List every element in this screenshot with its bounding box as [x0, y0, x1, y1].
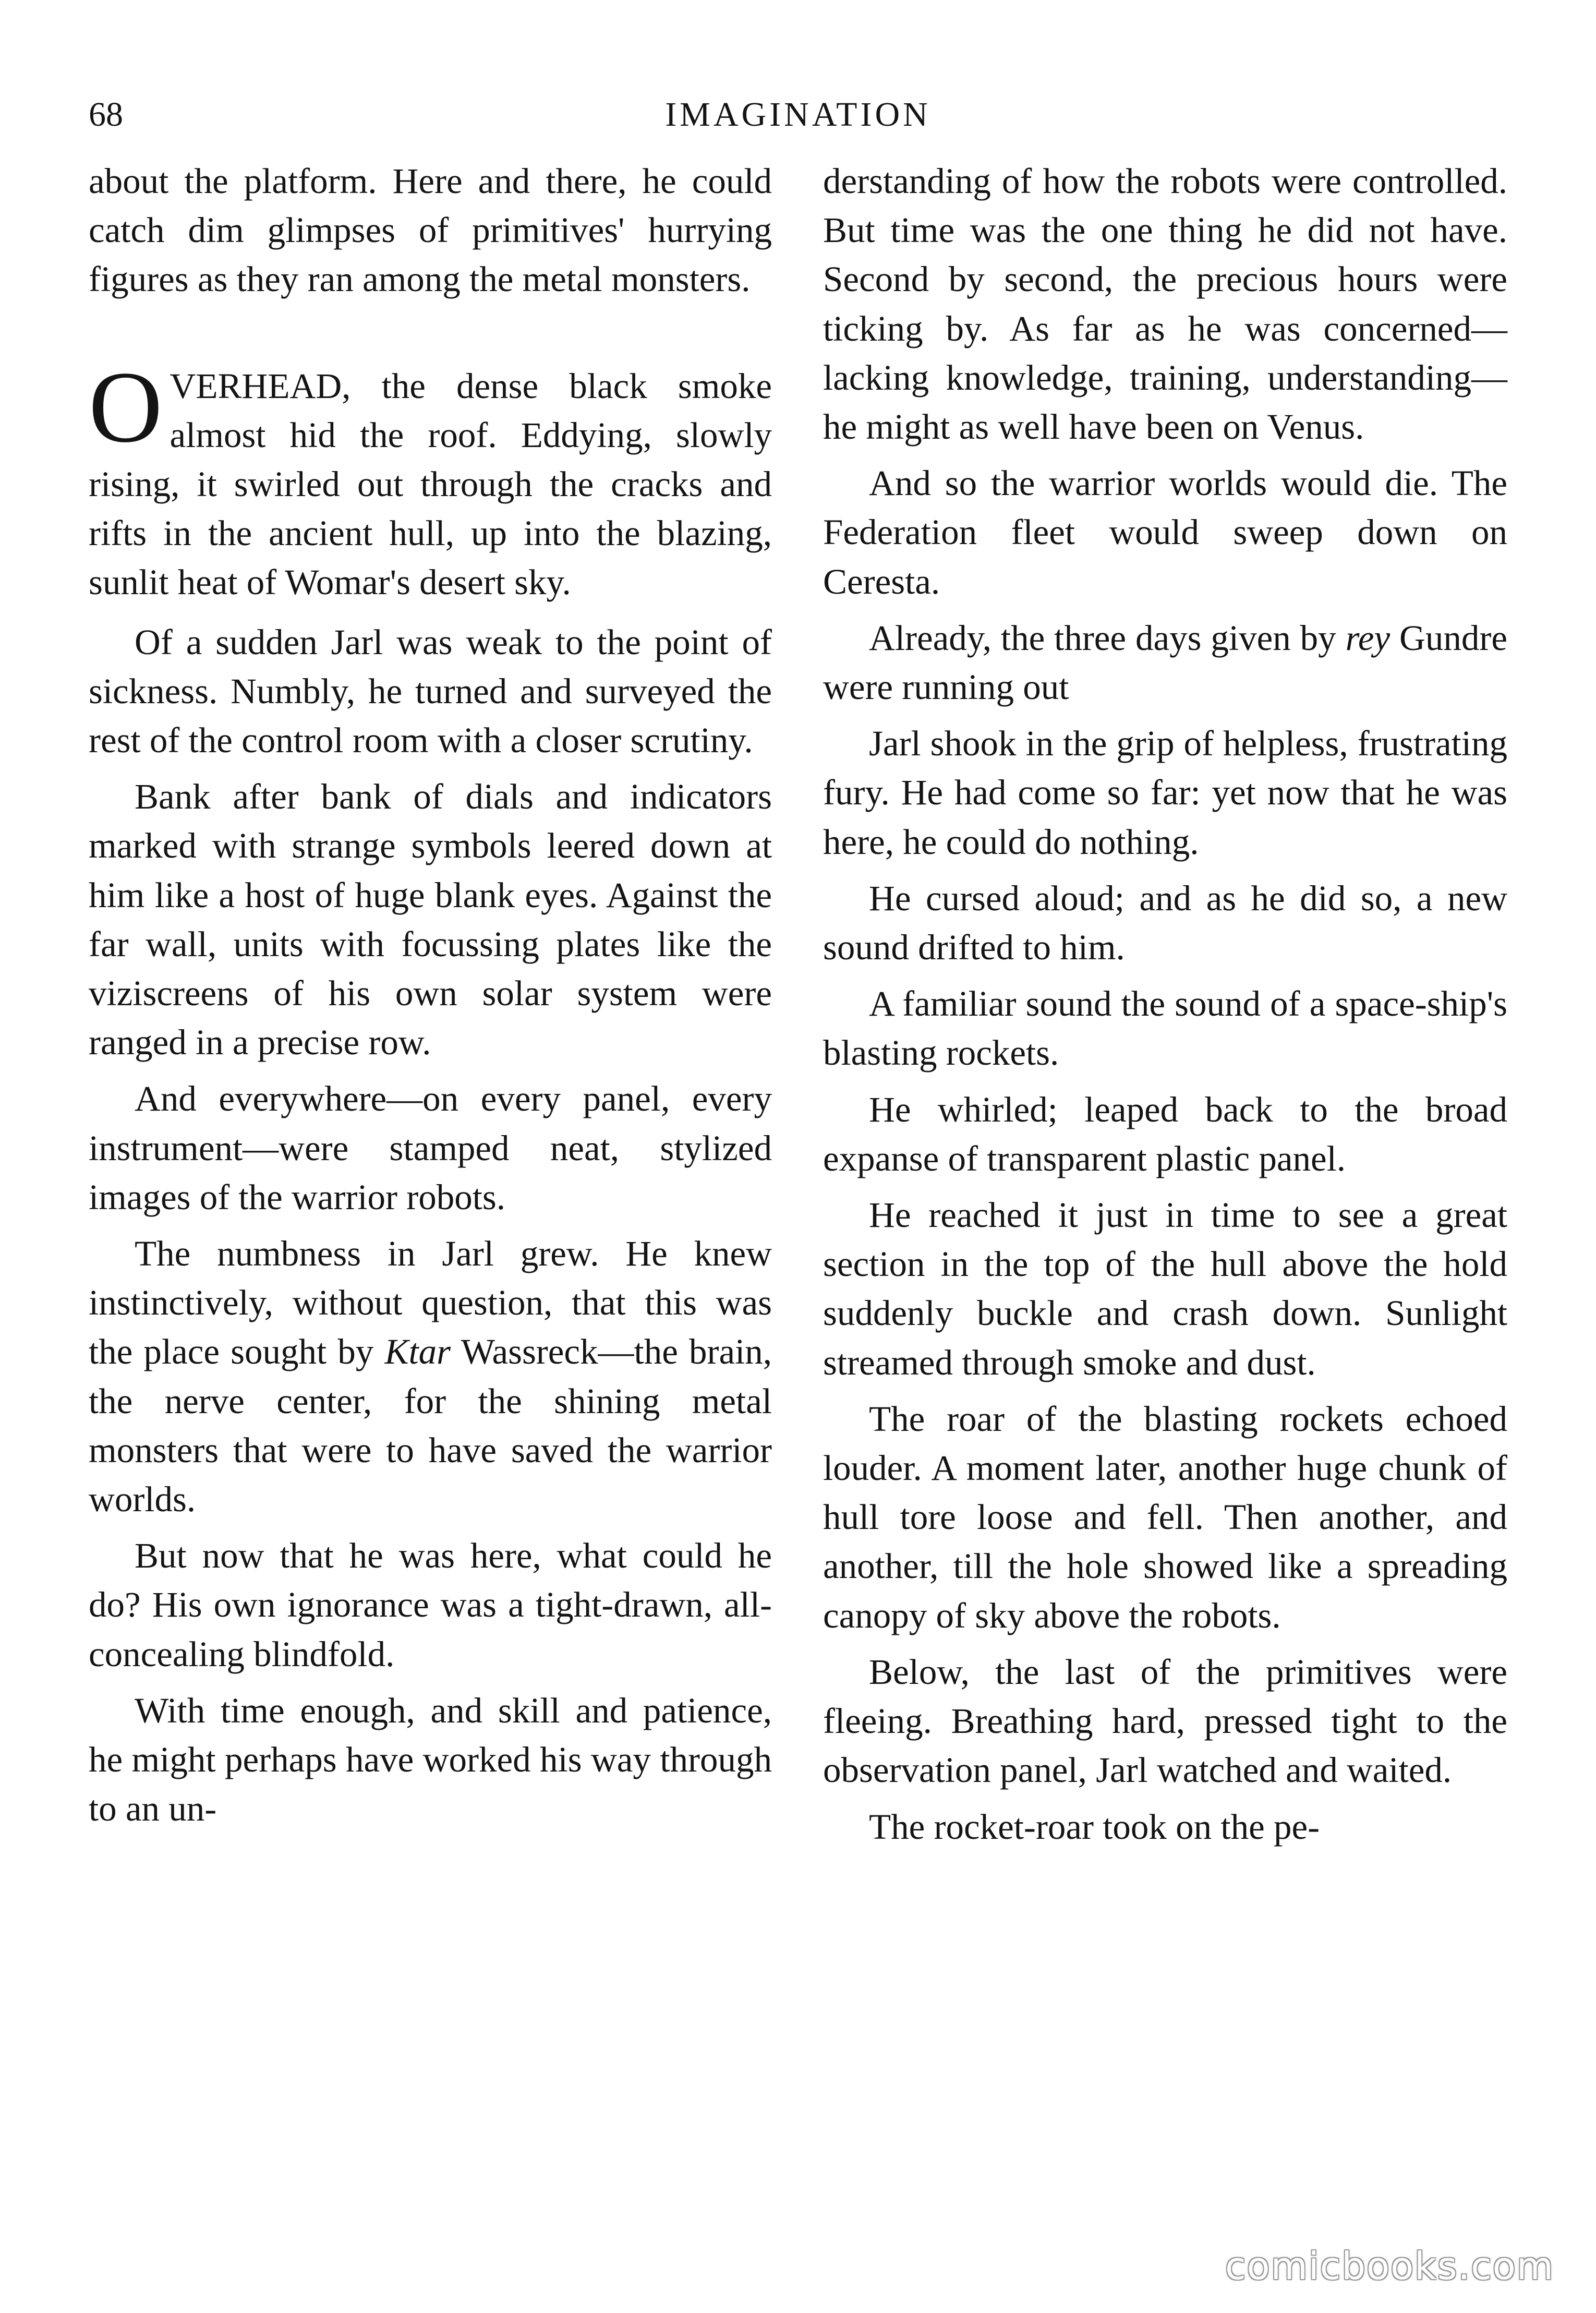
paragraph: Of a sudden Jarl was weak to the point of sickness. Numbly, he turned and surveyed the rest of the control room with a closer scrutiny.: [89, 622, 772, 761]
paragraph: Below, the last of the primitives were fleeing. Breathing hard, pressed tight to the observation panel, Jarl watched and waited.: [823, 1652, 1507, 1790]
paragraph: He reached it just in time to see a great section in the top of the hull above the hold suddenly buckle and crash down. Sunlight streamed through smoke and dust.: [823, 1195, 1507, 1382]
paragraph-text: Already, the three days given by: [869, 618, 1346, 658]
paragraph: And everywhere—on every panel, every instrument—were stamped neat, stylized images of the warrior robots.: [89, 1079, 772, 1217]
paragraph: [89, 1229, 772, 1524]
paragraph: derstanding of how the robots were controlled. But time was the one thing he did not have. Second by second, the precious hours were ticking by. As far as he was concerned—lacking knowledge, training, understanding—he might as well have been on Venus.: [823, 161, 1507, 447]
paragraph: The roar of the blasting rockets echoed louder. A moment later, another huge chunk of hull tore loose and fell. Then another, and another, till the hole showed like a spreading canopy of sky above the robots.: [823, 1399, 1507, 1635]
paragraph-dropcap: [89, 350, 772, 607]
paragraph: Bank after bank of dials and indicators marked with strange symbols leered down at him like a host of huge blank eyes. Against the far wall, units with focussing plates like the viziscreens of his own solar system were ranged in a precise row.: [89, 777, 772, 1063]
paragraph-text: The numbness in Jarl grew. He knew instinctively, without question, that this was the place sought by: [89, 1234, 772, 1372]
paragraph-text: Wassreck—the brain, the nerve center, for the shining metal monsters that were to have saved the warrior worlds.: [89, 1332, 772, 1520]
paragraph-text: VERHEAD, the dense black smoke almost hid the roof. Eddying, slowly rising, it swirled out through the cracks and rifts in the ancient hull, up into the blazing, sunlit heat of Womar's desert sky.: [89, 366, 772, 603]
paragraph: A familiar sound the sound of a space-ship's blasting rockets.: [823, 984, 1507, 1073]
paragraph: But now that he was here, what could he do? His own ignorance was a tight-drawn, all-concealing blindfold.: [89, 1536, 772, 1674]
paragraph: And so the warrior worlds would die. The Federation fleet would sweep down on Ceresta.: [823, 463, 1507, 601]
running-head: [0, 91, 1596, 138]
paragraph: Jarl shook in the grip of helpless, frustrating fury. He had come so far: yet now that he was here, he could do nothing.: [823, 724, 1507, 862]
paragraph: The rocket-roar took on the pe-: [869, 1806, 1320, 1847]
paragraph: He cursed aloud; and as he did so, a new sound drifted to him.: [823, 878, 1507, 968]
paragraph: With time enough, and skill and patience, he might perhaps have worked his way through to an un-: [89, 1690, 772, 1829]
paragraph: He whirled; leaped back to the broad expanse of transparent plastic panel.: [823, 1089, 1507, 1178]
magazine-title: IMAGINATION: [665, 95, 931, 134]
watermark: comicbooks.com: [1225, 2244, 1554, 2288]
page-number: 68: [89, 95, 123, 134]
italic-title: Ktar: [384, 1332, 451, 1372]
left-column: [89, 156, 772, 1834]
right-column: [823, 156, 1507, 1851]
italic-title: rey: [1345, 618, 1391, 658]
drop-cap: O: [89, 350, 163, 464]
paragraph-text: Gundre were running out: [823, 618, 1507, 707]
paragraph: about the platform. Here and there, he could catch dim glimpses of primitives' hurrying figures as they ran among the metal monsters.: [89, 161, 772, 299]
paragraph: [823, 613, 1507, 712]
